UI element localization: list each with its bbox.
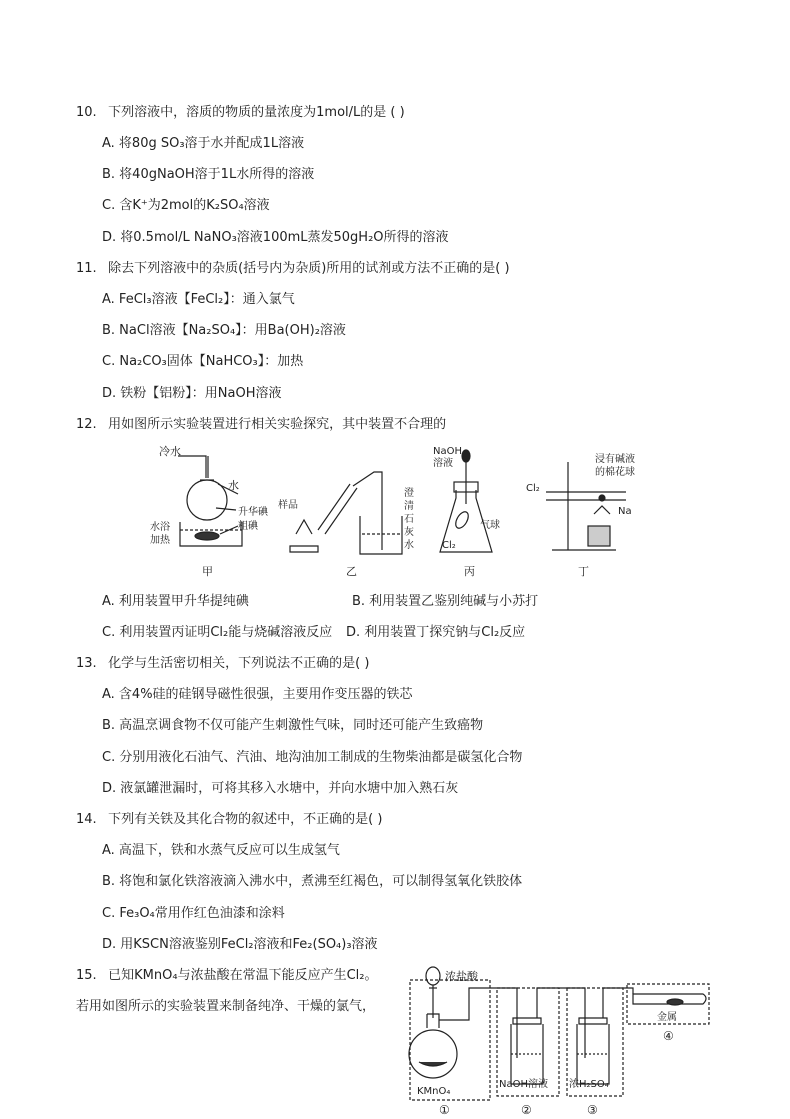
yi-lime-char-5: 水 [404,540,414,551]
jia-bath-label: 水浴 [150,522,170,533]
q10-option-d: D. 将0.5mol/L NaNO₃溶液100mL蒸发50gH₂O所得的溶液 [102,230,449,245]
q12-option-d: D. 利用装置丁探究钠与Cl₂反应 [346,625,526,640]
bing-naoh-label: NaOH [433,446,462,457]
yi-lime-char-2: 清 [404,501,414,512]
apparatus-label-3: ③ [587,1103,598,1117]
q11-option-a: A. FeCl₃溶液【FeCl₂】：通入氯气 [102,292,295,307]
q12-stem: 用如图所示实验装置进行相关实验探究，其中装置不合理的 [108,417,447,432]
q12-option-c: C. 利用装置丙证明Cl₂能与烧碱溶液反应 [102,625,333,640]
ding-na-label: Na [618,506,632,517]
ding-cotton-label-1: 浸有碱液 [595,454,635,465]
yi-lime-char-1: 澄 [404,488,414,499]
bing-cl2-label: Cl₂ [442,540,456,551]
yi-caption: 乙 [346,565,357,578]
q13-option-d: D. 液氯罐泄漏时，可将其移入水塘中，并向水塘中加入熟石灰 [102,781,459,796]
q14-option-c: C. Fe₃O₄常用作红色油漆和涂料 [102,906,285,921]
jia-cold-water-label: 冷水 [159,445,181,458]
yi-sample-label: 样品 [278,500,298,511]
jia-sublimed-iodine-label: 升华碘 [238,507,268,518]
q13-option-a: A. 含4%硅的硅钢导磁性很强，主要用作变压器的铁芯 [102,687,413,702]
yi-lime-char-4: 灰 [404,527,414,538]
metal-label: 金属 [657,1012,677,1023]
conc-h2so4-label: 浓H₂SO₄ [569,1079,609,1090]
bing-solution-label: 溶液 [433,458,453,469]
yi-lime-water-label [404,487,414,551]
q11-option-c: C. Na₂CO₃固体【NaHCO₃】：加热 [102,354,304,369]
q11-stem-line [76,260,510,278]
apparatus-label-1: ① [439,1103,450,1117]
apparatus-label-4: ④ [663,1029,674,1043]
q13-stem-line [76,655,369,673]
q15-stem-2: 若用如图所示的实验装置来制备纯净、干燥的氯气， [76,999,376,1014]
q12-option-a: A. 利用装置甲升华提纯碘 [102,594,249,609]
q11-stem: 除去下列溶液中的杂质(括号内为杂质)所用的试剂或方法不正确的是( ) [108,261,510,276]
q11-option-d: D. 铁粉【铝粉】：用NaOH溶液 [102,386,282,401]
apparatus-label-2: ② [521,1103,532,1117]
ding-cotton-label-2: 的棉花球 [595,467,635,478]
q13-option-b: B. 高温烹调食物不仅可能产生刺激性气味，同时还可能产生致癌物 [102,718,484,733]
apparatus-yi [290,472,402,554]
q10-option-b: B. 将40gNaOH溶于1L水所得的溶液 [102,167,315,182]
jia-crude-iodine-label: 粗碘 [238,521,258,532]
ding-caption: 丁 [578,565,589,578]
kmno4-label: KMnO₄ [417,1086,451,1097]
q14-option-b: B. 将饱和氯化铁溶液滴入沸水中，煮沸至红褐色，可以制得氢氧化铁胶体 [102,874,523,889]
q12-number: 12. [76,417,97,432]
q14-stem-line [76,811,382,829]
q11-option-b: B. NaCl溶液【Na₂SO₄】：用Ba(OH)₂溶液 [102,323,346,338]
q14-option-a: A. 高温下，铁和水蒸气反应可以生成氢气 [102,843,340,858]
q10-option-a: A. 将80g SO₃溶于水并配成1L溶液 [102,136,305,151]
jia-caption: 甲 [202,565,213,578]
q10-stem-line [76,104,405,122]
q10-option-c: C. 含K⁺为2mol的K₂SO₄溶液 [102,198,270,213]
q12-stem-line [76,416,446,434]
q13-option-c: C. 分别用液化石油气、汽油、地沟油加工制成的生物柴油都是碳氢化合物 [102,750,523,765]
q15-stem-1: 已知KMnO₄与浓盐酸在常温下能反应产生Cl₂。 [108,968,378,983]
apparatus-jia [178,456,242,546]
q11-number: 11. [76,261,97,276]
q15-apparatus-figure [405,958,715,1116]
q12-option-b: B. 利用装置乙鉴别纯碱与小苏打 [352,594,539,609]
q13-stem: 化学与生活密切相关，下列说法不正确的是( ) [108,656,370,671]
q10-number: 10. [76,105,97,120]
q12-apparatus-figure [150,442,670,582]
bing-caption: 丙 [464,565,475,578]
yi-lime-char-3: 石 [404,514,414,525]
jia-heat-label: 加热 [150,535,170,546]
q15-stem-line-1 [76,967,377,985]
flask-unit [409,967,493,1100]
q10-stem: 下列溶液中，溶质的物质的量浓度为1mol/L的是 ( ) [108,105,405,120]
jia-water-label: 水 [228,479,239,492]
q14-number: 14. [76,812,97,827]
naoh-solution-label: NaOH溶液 [499,1079,548,1090]
conc-hcl-label: 浓盐酸 [445,970,478,983]
q14-stem: 下列有关铁及其化合物的叙述中，不正确的是( ) [108,812,383,827]
bing-balloon-label: 气球 [480,520,500,531]
q13-number: 13. [76,656,97,671]
q15-number: 15. [76,968,97,983]
ding-cl2-label: Cl₂ [526,483,540,494]
q14-option-d: D. 用KSCN溶液鉴别FeCl₂溶液和Fe₂(SO₄)₃溶液 [102,937,378,952]
